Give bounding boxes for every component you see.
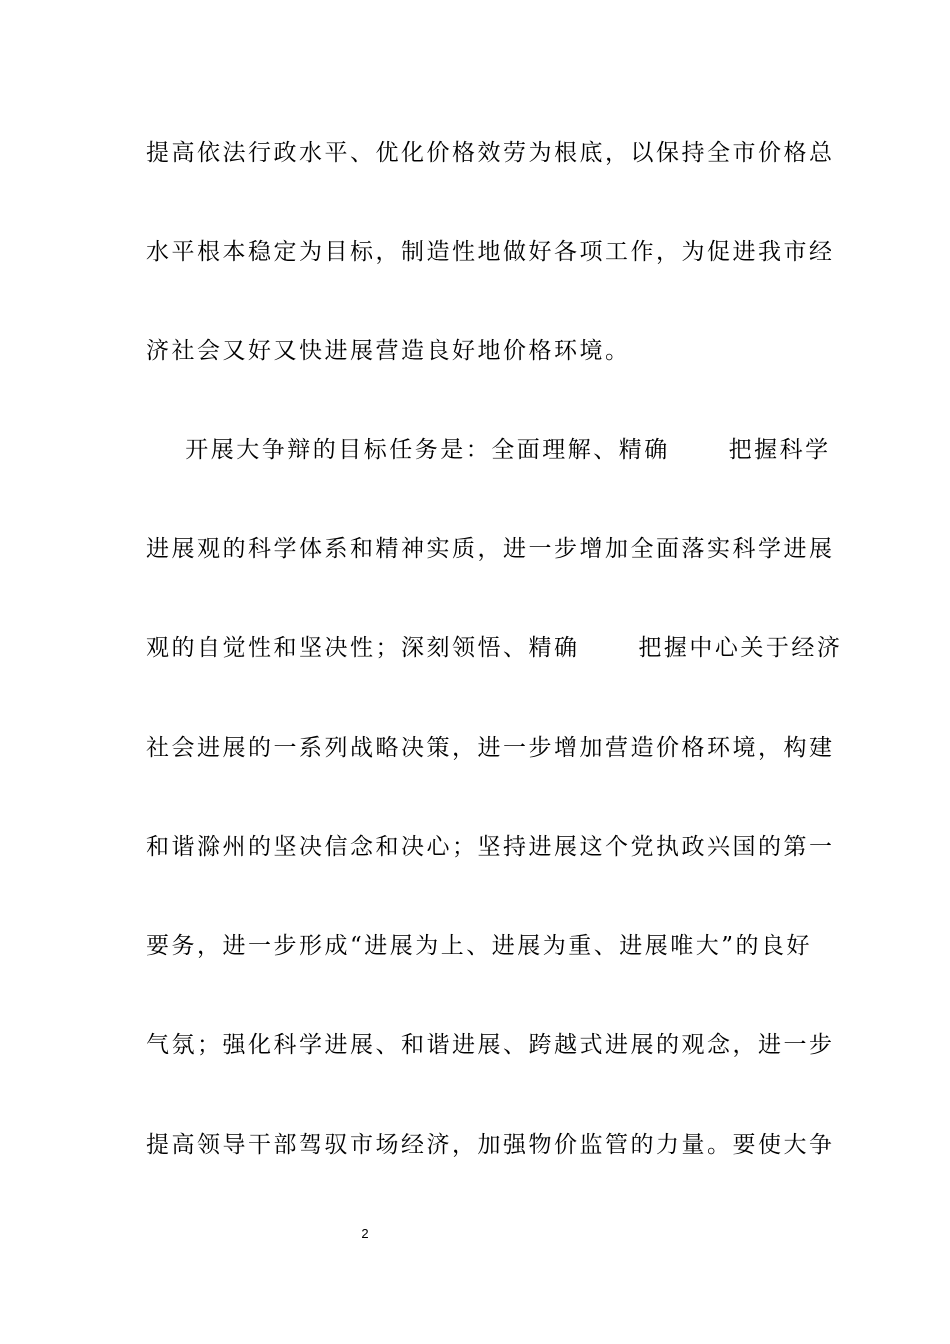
text-line: 提高领导干部驾驭市场经济，加强物价监管的力量。要使大争 (146, 1132, 835, 1158)
text-line: 水平根本稳定为目标，制造性地做好各项工作，为促进我市经 (146, 239, 835, 265)
page-number: 2 (361, 1226, 369, 1241)
text-line: 社会进展的一系列战略决策，进一步增加营造价格环境，构建 (146, 735, 835, 761)
text-line: 提高依法行政水平、优化价格效劳为根底，以保持全市价格总 (146, 140, 835, 166)
text-line: 济社会又好又快进展营造良好地价格环境。 (146, 338, 631, 364)
text-line: 和谐滁州的坚决信念和决心；坚持进展这个党执政兴国的第一 (146, 834, 835, 860)
paragraph-start-line: 开展大争辩的目标任务是：全面理解、精确 把握科学 (146, 437, 831, 463)
text-line: 进展观的科学体系和精神实质，进一步增加全面落实科学进展 (146, 536, 835, 562)
text-line: 观的自觉性和坚决性；深刻领悟、精确 把握中心关于经济 (146, 635, 843, 661)
text-line: 要务，进一步形成“进展为上、进展为重、进展唯大”的良好 (146, 933, 813, 959)
text-line: 气氛；强化科学进展、和谐进展、跨越式进展的观念，进一步 (146, 1032, 835, 1058)
